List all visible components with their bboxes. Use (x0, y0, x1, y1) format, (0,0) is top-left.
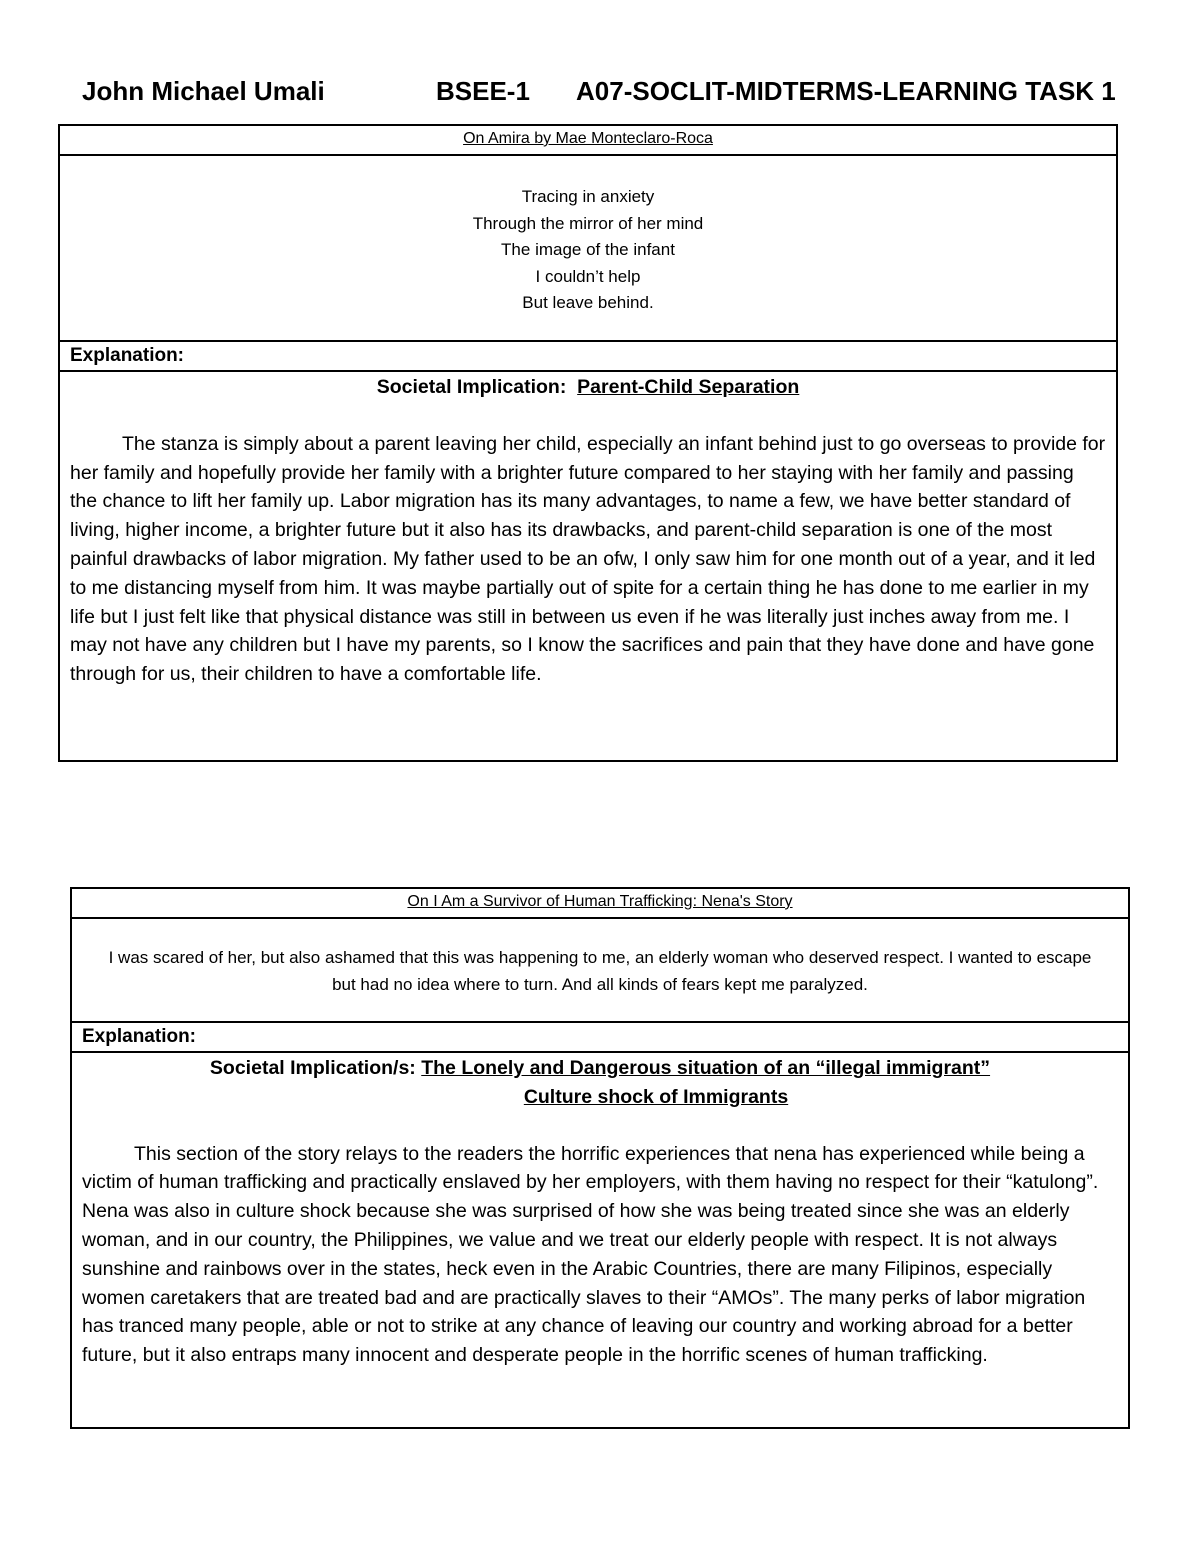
implication-title-second: Culture shock of Immigrants (523, 1085, 789, 1108)
implication-title: Parent-Child Separation (577, 376, 800, 398)
stanza-line: Through the mirror of her mind (472, 213, 704, 233)
story-quote (72, 919, 1128, 1023)
section-nena (70, 887, 1130, 1429)
student-name: John Michael Umali (82, 76, 325, 106)
explanation-body (72, 1053, 1128, 1427)
section-title-row (72, 889, 1128, 919)
explanation-paragraph: The stanza is simply about a parent leaving her child, especially an infant behind just to go overseas to provide for her family and hopefully provide her family with a brighter future compared to her staying with her family and passing the chance to lift her family up. Labor migration has its many advantages, to name a few, we have better standard of living, higher income, a brighter future but it also has its drawbacks, and parent-child separation is one of the most painful drawbacks of labor migration. My father used to be an ofw, I only saw him for one month out of a year, and it led to me distancing myself from him. It was maybe partially out of spite for a certain thing he has done to me earlier in my life but I just felt like that physical distance was still in between us even if he was literally just inches away from me. I may not have any children but I have my parents, so I know the sacrifices and pain that they have done and have gone through for us, their children to have a comfortable life. (70, 432, 1106, 686)
section-title-row (60, 126, 1116, 156)
societal-implication (82, 1054, 1118, 1083)
section-title: On I Am a Survivor of Human Trafficking: Nena's Story (407, 893, 793, 910)
course-code: BSEE-1 (436, 76, 530, 106)
explanation-label: Explanation: (70, 345, 185, 366)
explanation-label-row (60, 342, 1116, 372)
stanza-line: But leave behind. (522, 293, 654, 312)
societal-implication-second (82, 1083, 1118, 1112)
section-amira (58, 124, 1118, 762)
section-title: On Amira by Mae Monteclaro-Roca (463, 130, 713, 147)
implication-title: The Lonely and Dangerous situation of an “illegal immigrant” (421, 1057, 991, 1079)
quote-text: I was scared of her, but also ashamed that this was happening to me, an elderly woman who deserved respect. I wanted to escape but had no idea where to turn. And all kinds of fears kept me paralyzed. (108, 948, 1092, 994)
document-header (82, 76, 1122, 112)
task-title: A07-SOCLIT-MIDTERMS-LEARNING TASK 1 (576, 76, 1116, 106)
poem-stanza (60, 156, 1116, 342)
explanation-body (60, 372, 1116, 760)
explanation-label-row (72, 1023, 1128, 1053)
stanza-line: Tracing in anxiety (521, 187, 655, 206)
stanza-line: I couldn’t help (535, 266, 641, 286)
explanation-label: Explanation: (82, 1026, 197, 1047)
stanza-line: The image of the infant (501, 240, 675, 259)
explanation-paragraph: This section of the story relays to the readers the horrific experiences that nena has experienced while being a victim of human trafficking and practically enslaved by her employers, with them having no respect for their “katulong”. Nena was also in culture shock because she was surprised of how she was being treated since she was an elderly woman, and in our country, the Philippines, we value and we treat our elderly people with respect. It is not always sunshine and rainbows over in the states, heck even in the Arabic Countries, there are many Filipinos, especially women caretakers that are treated bad and are practically slaves to their “AMOs”. The many perks of labor migration has tranced many people, able or not to strike at any chance of leaving our country and working abroad for a better future, but it also entraps many innocent and desperate people in the horrific scenes of human trafficking. (82, 1142, 1099, 1367)
societal-implication (70, 373, 1106, 402)
implication-label: Societal Implication/s: (209, 1057, 416, 1079)
implication-label: Societal Implication: (376, 376, 567, 398)
